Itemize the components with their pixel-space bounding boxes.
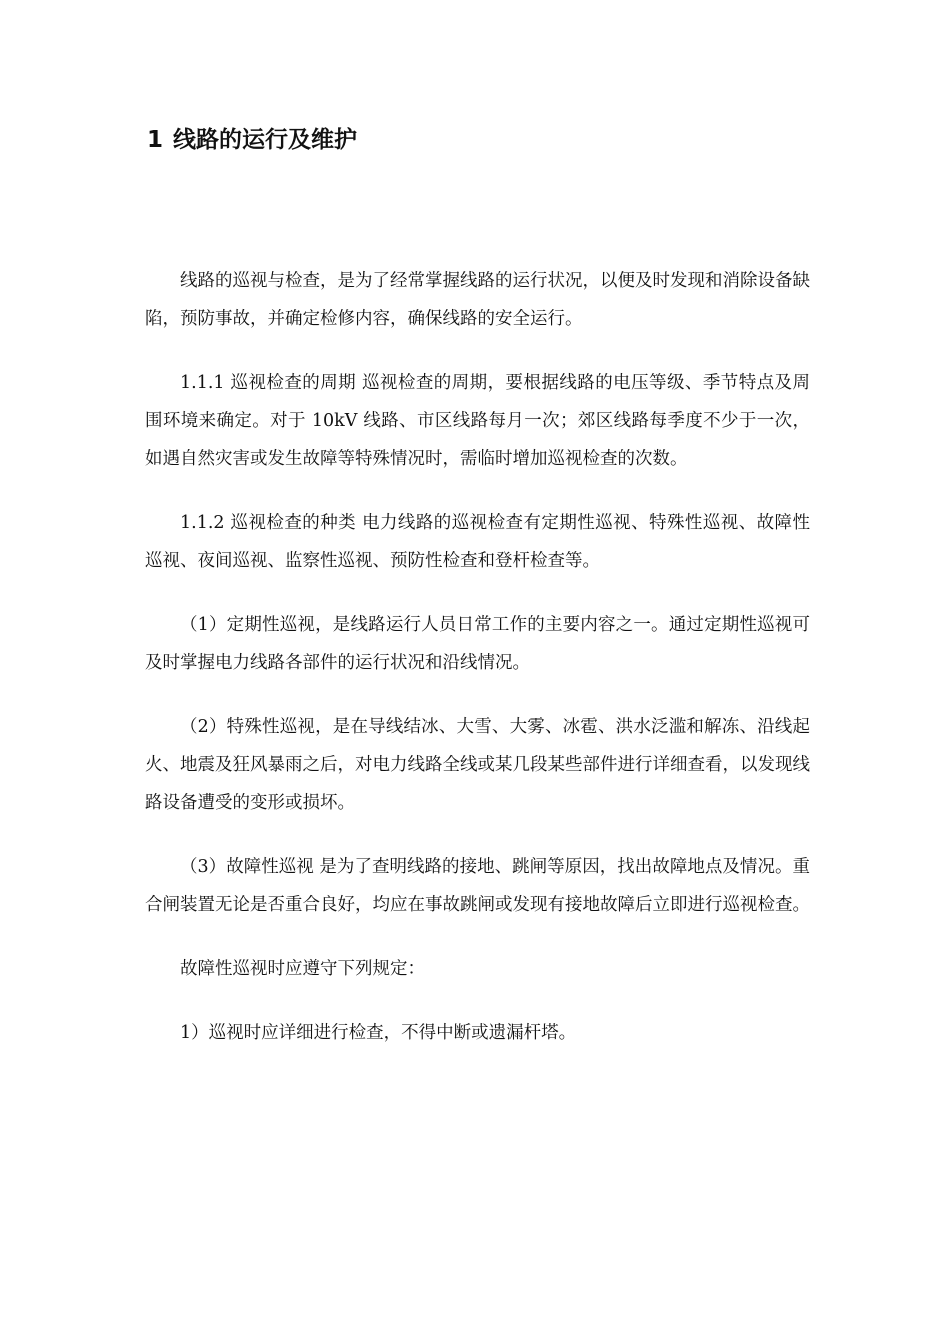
paragraph-rule-1: 1）巡视时应详细进行检查，不得中断或遗漏杆塔。: [180, 1023, 577, 1043]
paragraph-intro: 线路的巡视与检查，是为了经常掌握线路的运行状况，以便及时发现和消除设备缺陷，预防事故，并确定检修内容，确保线路的安全运行。: [145, 271, 810, 329]
section-title: 线路的运行及维护: [173, 127, 358, 153]
paragraph-fault-rules-intro: 故障性巡视时应遵守下列规定：: [180, 959, 425, 979]
section-heading: [147, 124, 357, 156]
paragraph-fault-inspection: （3）故障性巡视 是为了查明线路的接地、跳闸等原因，找出故障地点及情况。重合闸装置无论是否重合良好，均应在事故跳闸或发现有接地故障后立即进行巡视检查。: [145, 857, 810, 915]
paragraph-special-inspection: （2）特殊性巡视，是在导线结冰、大雪、大雾、冰雹、洪水泛滥和解冻、沿线起火、地震及狂风暴雨之后，对电力线路全线或某几段某些部件进行详细查看，以发现线路设备遭受的变形或损坏。: [145, 717, 810, 813]
paragraph-periodic-inspection: （1）定期性巡视，是线路运行人员日常工作的主要内容之一。通过定期性巡视可及时掌握电力线路各部件的运行状况和沿线情况。: [145, 615, 810, 673]
paragraph-inspection-types: 1.1.2 巡视检查的种类 电力线路的巡视检查有定期性巡视、特殊性巡视、故障性巡视、夜间巡视、监察性巡视、预防性检查和登杆检查等。: [145, 513, 810, 571]
paragraph-inspection-period: 1.1.1 巡视检查的周期 巡视检查的周期，要根据线路的电压等级、季节特点及周围环境来确定。对于 10kV 线路、市区线路每月一次；郊区线路每季度不少于一次，如遇自然灾害或发生故障等特殊情况时，需临时增加巡视检查的次数。: [145, 373, 810, 469]
document-body: [145, 262, 810, 1078]
section-number: 1: [147, 127, 164, 153]
